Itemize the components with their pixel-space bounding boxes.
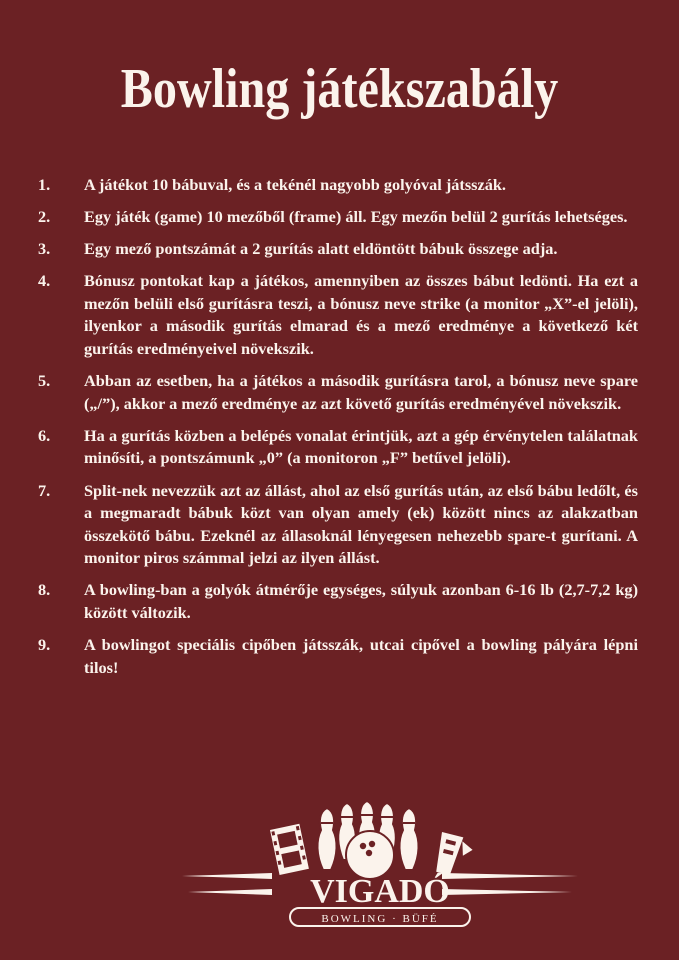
bowling-ball-icon: [346, 831, 394, 879]
drink-icon: [432, 832, 475, 879]
vigado-logo: [180, 800, 580, 940]
item-text: Egy mező pontszámát a 2 gurítás alatt eldöntött bábuk összege adja.: [84, 239, 558, 259]
logo-name: VIGADÓ: [310, 873, 450, 910]
item-text: Egy játék (game) 10 mezőből (frame) áll. Egy mezőn belül 2 gurítás lehetséges.: [84, 207, 628, 227]
list-item: [38, 634, 638, 679]
item-text: Ha a gurítás közben a belépés vonalat érintjük, azt a gép érvénytelen találatnak minősíti, a pontszámunk „0” (a monitoron „F” betűvel jelöli).: [84, 425, 638, 468]
logo-stripe-left-bottom: [188, 889, 272, 895]
item-number: 7.: [38, 480, 51, 500]
item-number: 4.: [38, 271, 51, 291]
item-number: 5.: [38, 371, 51, 391]
page-title: Bowling játékszabály: [120, 58, 559, 120]
item-text: Abban az esetben, ha a játékos a második gurításra tarol, a bónusz neve spare („/”), akkor a mező eredménye az azt követő gurítás eredményével növekszik.: [84, 371, 638, 413]
rules-list: [38, 174, 638, 689]
list-item: [38, 370, 638, 415]
item-text: Bónusz pontokat kap a játékos, amennyiben az összes bábut ledönti. Ha ezt a mezőn belüli első gurításra teszi, a bónusz neve strike (a monitor „X”-el jelöli), ilyenkor a második gurítás elmarad és a mező eredménye a következő két gurítás eredményeivel növekszik.: [84, 271, 638, 359]
list-item: [38, 425, 638, 470]
logo-stripe-right-top: [442, 873, 578, 879]
logo-tagline: BOWLING · BÜFÉ: [321, 913, 439, 925]
item-text: Split-nek nevezzük azt az állást, ahol az első gurítás után, az első bábu ledőlt, és a megmaradt bábuk közt van olyan amely (ek) között nincs az alakzatban összekötő bábu. Ezeknél az állasoknál lényegesen nehezebb spare-t gurítani. A monitor piros számmal jelzi az ilyen állást.: [84, 480, 638, 568]
item-number: 3.: [38, 239, 51, 259]
list-item: [38, 579, 638, 624]
item-text: A játékot 10 bábuval, és a tekénél nagyobb golyóval játsszák.: [84, 175, 506, 194]
item-number: 6.: [38, 425, 51, 445]
film-reel-icon: [270, 824, 309, 875]
logo-stripe-right-bottom: [442, 889, 572, 895]
list-item: [38, 238, 638, 261]
item-number: 1.: [38, 175, 51, 194]
list-item: [38, 174, 638, 197]
logo-stripe-left-top: [182, 873, 272, 879]
list-item: [38, 270, 638, 360]
list-item: [38, 480, 638, 570]
item-text: A bowlingot speciális cipőben játsszák, utcai cipővel a bowling pályára lépni tilos!: [84, 635, 638, 677]
item-number: 9.: [38, 635, 51, 655]
item-number: 8.: [38, 580, 51, 600]
list-item: [38, 206, 638, 229]
item-text: A bowling-ban a golyók átmérője egységes, súlyuk azonban 6-16 lb (2,7-7,2 kg) között változik.: [84, 580, 638, 622]
item-number: 2.: [38, 207, 51, 227]
